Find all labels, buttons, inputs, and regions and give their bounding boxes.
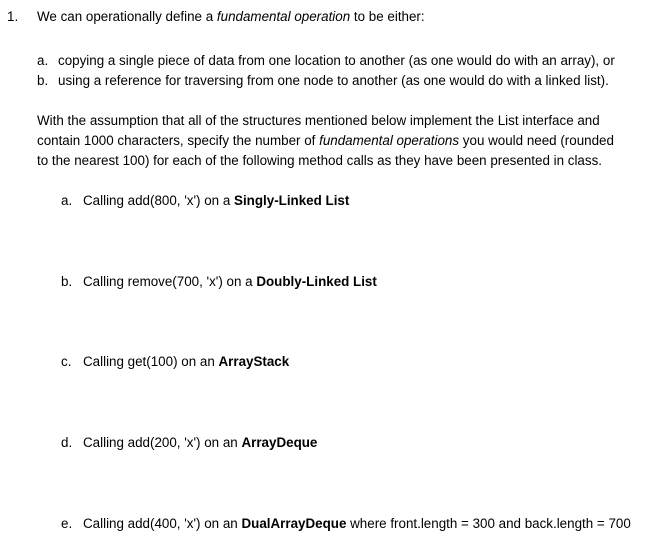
part-text bbox=[83, 435, 317, 450]
part-text bbox=[83, 516, 631, 531]
part-call: Calling add(800, 'x') on a bbox=[83, 193, 235, 208]
definition-text: copying a single piece of data from one location to another (as one would do with an array), or bbox=[58, 53, 615, 68]
part-letter: d. bbox=[61, 435, 73, 450]
part-letter: a. bbox=[61, 193, 73, 208]
question-stem-post: to be either: bbox=[350, 9, 425, 24]
question-stem-term: fundamental operation bbox=[216, 9, 351, 24]
definition-letter: b. bbox=[37, 73, 49, 88]
part-structure: Singly-Linked List bbox=[234, 193, 350, 208]
part-call: Calling get(100) on an bbox=[83, 354, 219, 369]
definition-letter: a. bbox=[37, 53, 49, 68]
part-text bbox=[83, 354, 289, 369]
part-structure: DualArrayDeque bbox=[241, 516, 347, 531]
definition-text: using a reference for traversing from one node to another (as one would do with a linked list). bbox=[58, 73, 609, 88]
instructions-line-2-pre: contain 1000 characters, specify the number of bbox=[37, 133, 320, 148]
question-number: 1. bbox=[7, 9, 19, 24]
part-call: Calling add(200, 'x') on an bbox=[83, 435, 242, 450]
part-suffix: where front.length = 300 and back.length = 700 bbox=[346, 516, 631, 531]
part-structure: ArrayStack bbox=[218, 354, 290, 369]
instructions-line-2 bbox=[37, 131, 649, 151]
instructions-line-3: to the nearest 100) for each of the following method calls as they have been presented in class. bbox=[37, 153, 602, 168]
part-call: Calling add(400, 'x') on an bbox=[83, 516, 242, 531]
part-letter: e. bbox=[61, 516, 73, 531]
instructions-line-2-term: fundamental operations bbox=[319, 133, 460, 148]
part-structure: ArrayDeque bbox=[241, 435, 318, 450]
part-structure: Doubly-Linked List bbox=[256, 274, 377, 289]
instructions-paragraph bbox=[37, 111, 649, 171]
part-letter: b. bbox=[61, 274, 73, 289]
instructions-line-1: With the assumption that all of the structures mentioned below implement the List interface and bbox=[37, 113, 600, 128]
part-text bbox=[83, 274, 377, 289]
question-stem-pre: We can operationally define a bbox=[37, 9, 217, 24]
instructions-line-2-post: you would need (rounded bbox=[459, 133, 614, 148]
part-call: Calling remove(700, 'x') on a bbox=[83, 274, 257, 289]
part-letter: c. bbox=[61, 354, 72, 369]
part-text bbox=[83, 193, 349, 208]
question-stem bbox=[37, 9, 425, 24]
